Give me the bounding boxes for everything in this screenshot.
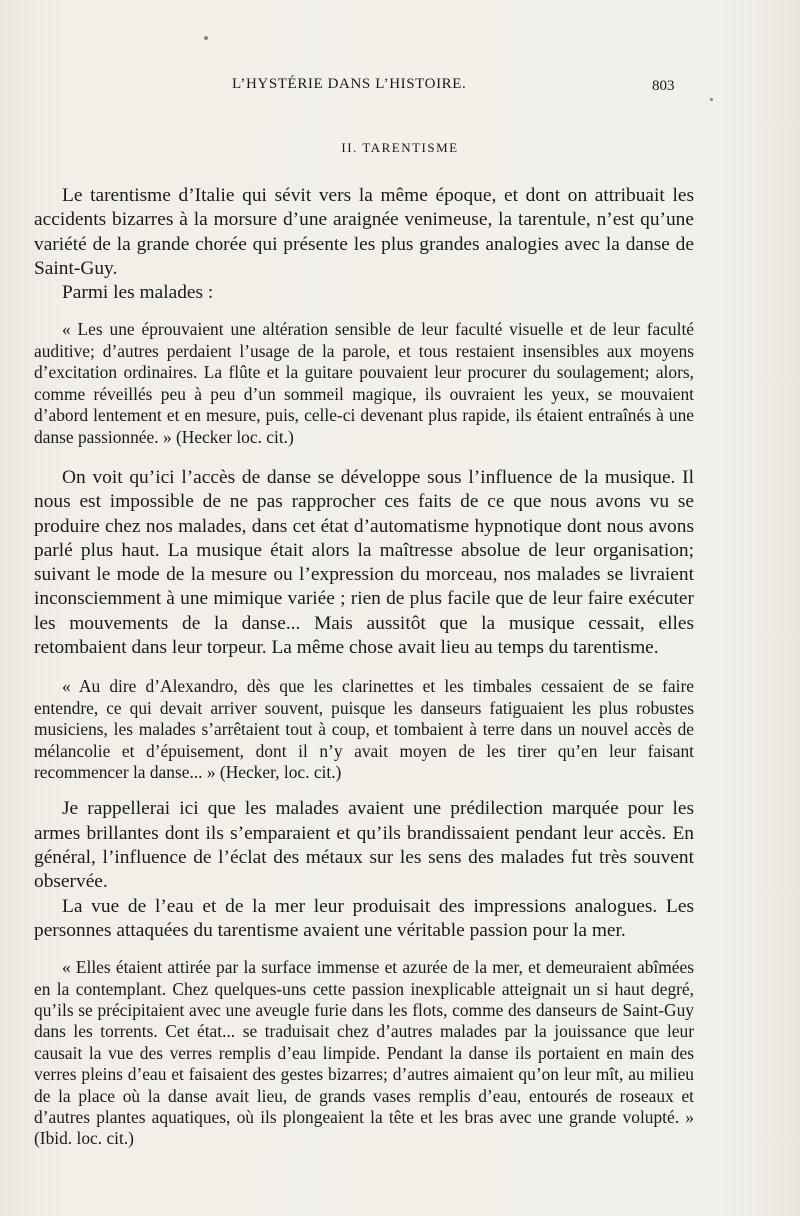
page-number: 803: [652, 78, 675, 94]
running-head: L’HYSTÉRIE DANS L’HISTOIRE.: [232, 76, 467, 92]
paragraph-intro: Le tarentisme d’Italie qui sévit vers la même époque, et dont on attribuait les accidents bizarres à la morsure d’une araignée venimeuse, la tarentule, n’est qu’une variété de la grande chorée qui présente les plus grandes analogies avec la danse de Saint-Guy.: [34, 185, 694, 279]
quotation-ibid: « Elles étaient attirée par la surface immense et azurée de la mer, et demeuraient abîmées en la contemplant. Chez quelques-uns cette passion inexplicable atteignait un si haut degré, qu’ils se précipitaient avec une aveugle furie dans les flots, comme des danseurs de Saint-Guy dans les torrents. Cet état... se traduisait chez d’autres malades par la jouissance que leur causait la vue des verres remplis d’eau limpide. Pendant la danse ils portaient en main des verres pleins d’eau et faisaient des gestes bizarres; d’autres aimaient qu’on leur mît, au milieu de la place où la danse avait lieu, de grands vases remplis d’eau, entourés de roseaux et d’autres plantes aquatiques, où ils plongeaient la tête et les bras avec une grande volupté. » (Ibid. loc. cit.): [34, 957, 694, 1149]
quotation-hecker-2: « Au dire d’Alexandro, dès que les clarinettes et les timbales cessaient de se faire entendre, ce qui devait arriver souvent, puisque les danseurs fatiguaient les plus robustes musiciens, les malades s’arrêtaient tout à coup, et tombaient à terre dans un nouvel accès de mélancolie et d’épuisement, dont il n’y avait moyen de les tirer qu’en leur faisant recommencer la danse... » (Hecker, loc. cit.): [34, 676, 694, 782]
paragraph-water: La vue de l’eau et de la mer leur produisait des impressions analogues. Les personnes attaquées du tarentisme avaient une véritable passion pour la mer.: [34, 895, 694, 941]
quotation-hecker-1: « Les une éprouvaient une altération sensible de leur faculté visuelle et de leur faculté auditive; d’autres perdaient l’usage de la parole, et tous restaient insensibles aux moyens d’excitation ordinaires. La flûte et la guitare pouvaient leur procurer du soulagement; alors, comme réveillés peu à peu d’un sommeil magique, ils ouvraient les yeux, se mouvaient d’abord lentement et en mesure, puis, celle-ci devenant plus rapide, ils étaient entraînés à une danse passionnée. » (Hecker loc. cit.): [34, 319, 694, 447]
ink-speck: [204, 36, 208, 40]
page-header: [0, 76, 800, 100]
paragraph-lead-in: Parmi les malades :: [62, 282, 214, 304]
paragraph-music: On voit qu’ici l’accès de danse se développe sous l’influence de la musique. Il nous est impossible de ne pas rapprocher ces faits de ce que nous avons vu se produire chez nos malades, dans cet état d’automatisme hypnotique dont nous avons parlé plus haut. La musique était alors la maîtresse absolue de leur organisation; suivant le mode de la mesure ou l’expression du morceau, nos malades se livraient inconsciemment à une mimique variée ; rien de plus facile que de leur faire exécuter les mouvements de la danse... Mais aussitôt que la musique cessait, elles retombaient dans leur torpeur. La même chose avait lieu au temps du tarentisme.: [34, 466, 694, 658]
section-title: II. TARENTISME: [341, 140, 459, 155]
body-text: [34, 184, 694, 1150]
paragraph-weapons: Je rappellerai ici que les malades avaient une prédilection marquée pour les armes brillantes dont ils s’emparaient et qu’ils brandissaient pendant leur accès. En général, l’influence de l’éclat des métaux sur les sens des malades fut très souvent observée.: [34, 798, 694, 893]
